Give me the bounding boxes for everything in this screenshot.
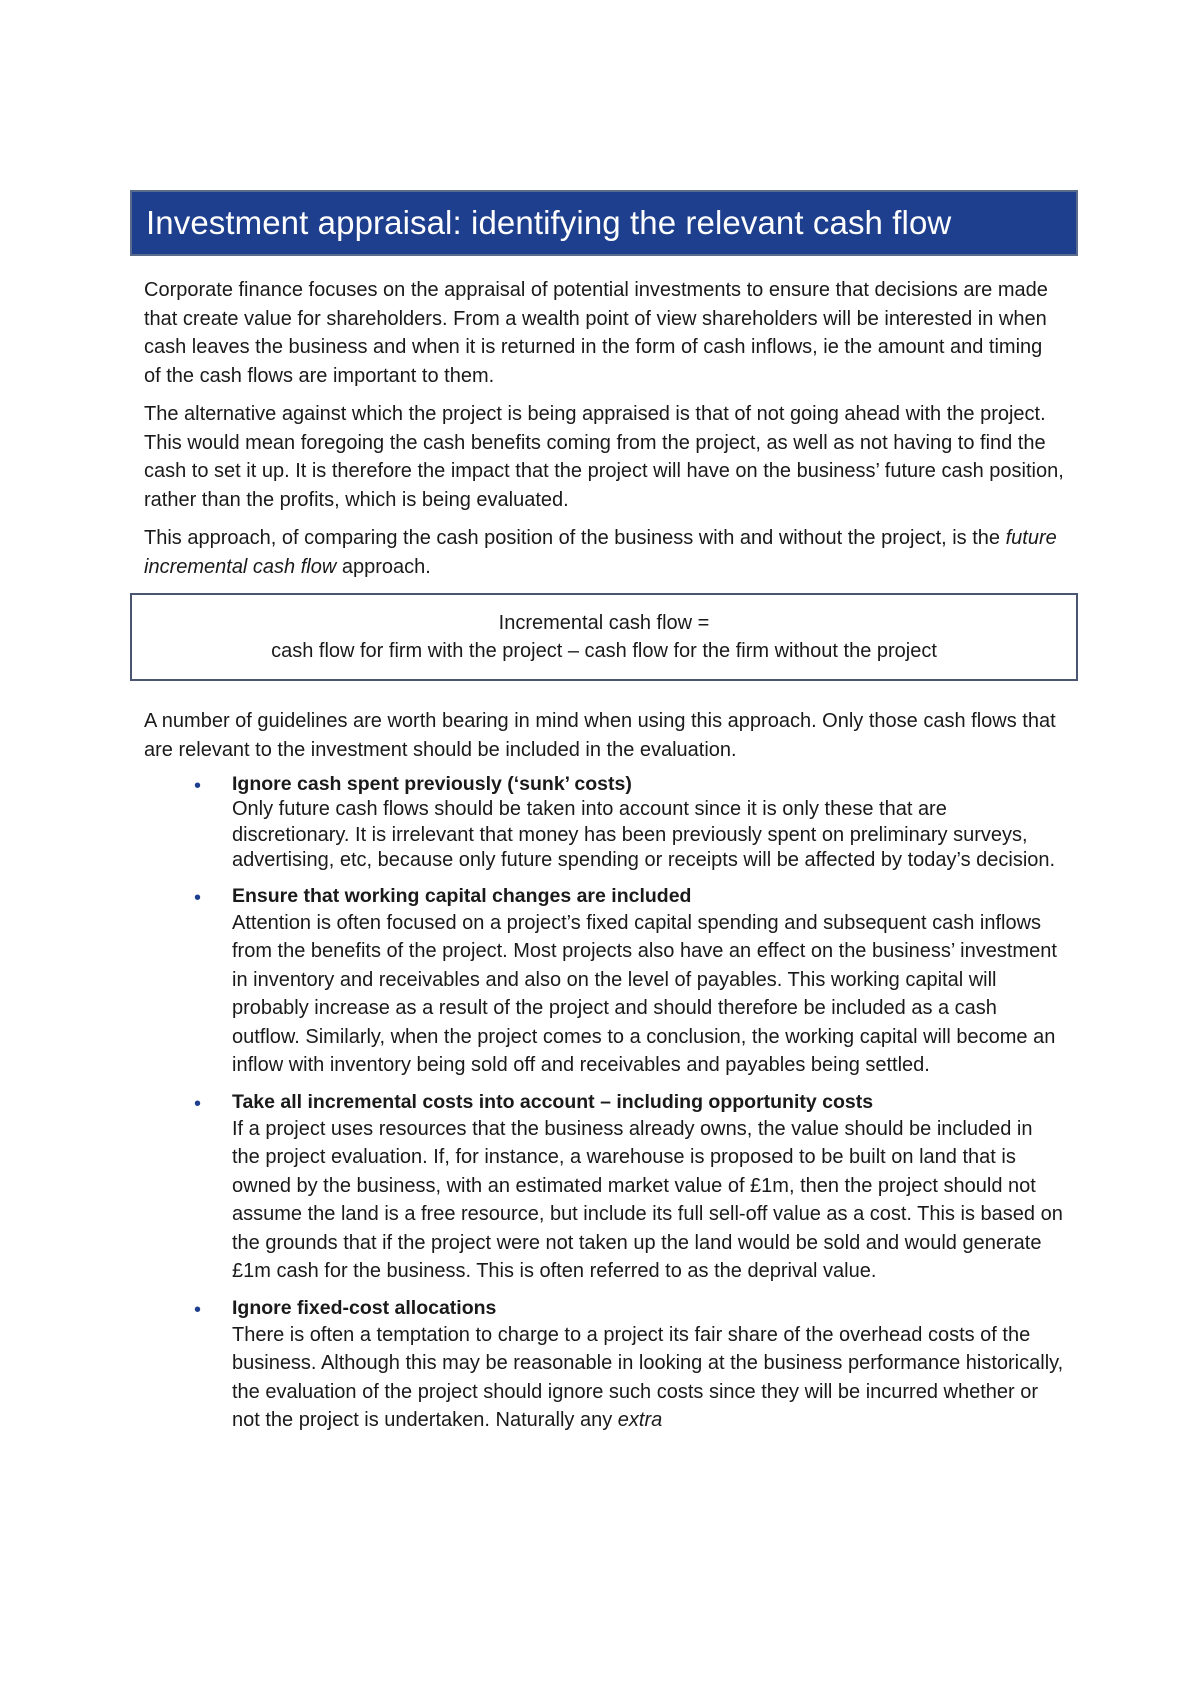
guideline-body-emphasis: extra — [617, 1409, 663, 1431]
paragraph-alternative: The alternative against which the project is being appraised is that of not going ahead with the project. This would mean foregoing the cash benefits coming from the project, as well as not having to find the cash to set it up. It is therefore the impact that the project will have on the business’ future cash position, rather than the profits, which is being evaluated. — [144, 403, 1064, 511]
bullet-icon: • — [194, 775, 202, 797]
guideline-heading: Ignore fixed-cost allocations — [232, 1296, 497, 1319]
formula-line-2: cash flow for firm with the project – cash flow for the firm without the project — [271, 640, 937, 662]
paragraph-intro: Corporate finance focuses on the appraisal of potential investments to ensure that decisions are made that create value for shareholders. From a wealth point of view shareholders will be interested in when cash leaves the business and when it is returned in the form of cash inflows, ie the amount and timing of the cash flows are important to them. — [144, 279, 1048, 387]
document-title: Investment appraisal: identifying the relevant cash flow — [146, 204, 952, 241]
title-banner — [130, 190, 1078, 256]
paragraph-approach — [144, 524, 1064, 581]
guideline-body: If a project uses resources that the business already owns, the value should be included in the project evaluation. If, for instance, a warehouse is proposed to be built on land that is owned by the business, with an estimated market value of £1m, then the project should not assume the land is a free resource, but include its full sell-off value as a cost. This is based on the grounds that if the project were not taken up the land would be sold and would generate £1m cash for the business. This is often referred to as the deprival value. — [232, 1117, 1063, 1282]
list-item — [144, 1296, 1064, 1435]
document-body — [130, 276, 1078, 581]
list-item — [144, 772, 1064, 874]
guideline-heading: Ensure that working capital changes are included — [232, 884, 692, 907]
formula-box — [130, 593, 1078, 681]
guidelines-list — [144, 772, 1064, 1435]
bullet-icon: • — [194, 1092, 202, 1115]
list-item — [144, 1090, 1064, 1286]
paragraph-approach-text: This approach, of comparing the cash position of the business with and without the project, is the — [144, 527, 1006, 549]
list-item — [144, 884, 1064, 1080]
guideline-body — [232, 1321, 1064, 1435]
formula-line-1: Incremental cash flow = — [498, 612, 710, 634]
guideline-body: Attention is often focused on a project’s fixed capital spending and subsequent cash inflows from the benefits of the project. Most projects also have an effect on the business’ investment in inventory and receivables and also on the level of payables. This working capital will probably increase as a result of the project and should therefore be included as a cash outflow. Similarly, when the project comes to a conclusion, the working capital will become an inflow with inventory being sold off and receivables and payables being settled. — [232, 911, 1057, 1076]
paragraph-guidelines-intro: A number of guidelines are worth bearing in mind when using this approach. Only those cash flows that are relevant to the investment should be included in the evaluation. — [144, 710, 1056, 761]
guideline-body-text: There is often a temptation to charge to a project its fair share of the overhead costs of the business. Although this may be reasonable in looking at the business performance historically, the evaluation of the project should ignore such costs since they will be incurred whether or not the project is undertaken. Naturally any — [232, 1323, 1064, 1431]
guidelines-section — [130, 707, 1078, 1435]
guideline-heading: Ignore cash spent previously (‘sunk’ costs) — [232, 773, 632, 795]
guideline-body: Only future cash flows should be taken into account since it is only these that are discretionary. It is irrelevant that money has been previously spent on preliminary surveys, advertising, etc, because only future spending or receipts will be affected by today’s decision. — [232, 798, 1056, 871]
paragraph-approach-emphasis: future incremental cash flow — [144, 527, 1057, 578]
guideline-heading: Take all incremental costs into account – including opportunity costs — [232, 1090, 874, 1113]
paragraph-approach-end: approach. — [336, 555, 431, 578]
bullet-icon: • — [194, 1298, 202, 1321]
document-page — [130, 190, 1078, 1445]
bullet-icon: • — [194, 886, 202, 909]
